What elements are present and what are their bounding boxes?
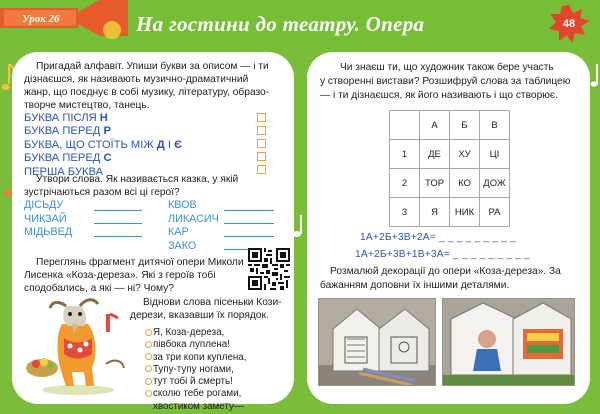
table-cell: ДОЖ <box>480 169 510 198</box>
scrambled-words-right <box>168 199 219 253</box>
task2-line-1: Утвори слова. Як називається казка, у якій <box>36 174 239 185</box>
right-intro-line-1: Чи знаєш ти, що художник також бере участь <box>340 62 554 73</box>
decoration-house-image <box>319 299 436 386</box>
order-bullet[interactable] <box>145 378 152 385</box>
letter-task-3: БУКВА, ЩО СТОЇТЬ МІЖ Д І Є <box>24 138 183 151</box>
scrambled-word: ЛИКАСИЧ <box>168 212 219 225</box>
letter-task-2: БУКВА ПЕРЕД Р <box>24 125 111 138</box>
song-line: півбока луплена! <box>153 339 230 351</box>
music-note-icon-3 <box>292 212 308 240</box>
answer-line[interactable] <box>94 210 142 211</box>
right-task-line-1: Розмалюй декорації до опери «Коза-дереза». За <box>330 266 561 277</box>
left-intro-line-3: жанр, що поєднує в собі музику, літературу, образо- <box>24 87 270 98</box>
scrambled-word: КАР <box>168 226 189 239</box>
table-row-number: 3 <box>390 198 420 227</box>
table-cell: ЦІ <box>480 140 510 169</box>
scenery-photo-1 <box>318 298 436 386</box>
answer-line[interactable] <box>224 236 274 237</box>
formula-1: 1А+2Б+3В+2А= _ _ _ _ _ _ _ _ _ <box>360 232 516 243</box>
task3-line-3: сподобались, а які — ні? Чому? <box>24 283 174 294</box>
table-column-header: А <box>420 111 450 140</box>
scrambled-word: ЧИКЗАЙ <box>24 212 67 225</box>
goat-illustration <box>22 294 130 398</box>
table-column-header: Б <box>450 111 480 140</box>
answer-line[interactable] <box>94 223 142 224</box>
right-intro-line-2: у створенні вистави? Розшифруй слова за таблицею <box>320 76 571 87</box>
answer-box-3[interactable] <box>257 139 266 148</box>
letter-task-list <box>24 112 182 179</box>
scenery-photo-2 <box>442 298 575 386</box>
qr-code-icon[interactable] <box>248 248 290 290</box>
cipher-table <box>389 110 510 227</box>
answer-line[interactable] <box>224 210 274 211</box>
trumpet-icon <box>0 0 130 50</box>
order-bullet[interactable] <box>145 365 152 372</box>
task3-line-2: Лисенка «Коза-дереза». Які з героїв тобі <box>24 270 216 281</box>
scrambled-words-left <box>24 199 72 240</box>
lesson-number: Урок 26 <box>22 13 60 25</box>
table-cell: Я <box>420 198 450 227</box>
table-row <box>390 169 510 198</box>
table-row <box>390 140 510 169</box>
answer-box-5[interactable] <box>257 165 266 174</box>
scrambled-word: МІДЬВЕД <box>24 226 73 239</box>
table-cell: РА <box>480 198 510 227</box>
task4-line-2: дерези, вказавши їх порядок. <box>130 310 269 321</box>
table-corner-cell <box>390 111 420 140</box>
table-cell: ДЕ <box>420 140 450 169</box>
scrambled-word: ДІСЬДУ <box>24 199 64 211</box>
letter-task-4: БУКВА ПЕРЕД С <box>24 152 112 165</box>
answer-line[interactable] <box>224 223 274 224</box>
table-cell: НИК <box>450 198 480 227</box>
song-lines <box>153 327 246 401</box>
scrambled-word: КВОВ <box>168 199 197 211</box>
decoration-room-image <box>443 299 575 386</box>
task2-line-2: зустрічаються разом всі ці герої? <box>24 187 180 198</box>
page-number: 48 <box>562 18 576 30</box>
answer-box-1[interactable] <box>257 113 266 122</box>
song-line: хвостиком замету— <box>153 401 244 412</box>
table-row <box>390 198 510 227</box>
table-row-number: 2 <box>390 169 420 198</box>
page-header <box>0 0 600 50</box>
order-bullet[interactable] <box>145 390 152 397</box>
song-line: за три копи куплена, <box>153 351 247 363</box>
right-task-line-2: бажанням доповни їх іншими деталями. <box>320 280 510 291</box>
order-bullet[interactable] <box>145 341 152 348</box>
task3-line-1: Переглянь фрагмент дитячої опери Миколи <box>36 257 244 268</box>
left-intro-line-4: творче мистецтво, танець. <box>24 100 150 111</box>
song-line: Тупу-тупу ногами, <box>153 363 234 375</box>
answer-box-4[interactable] <box>257 152 266 161</box>
table-column-header: В <box>480 111 510 140</box>
formula-2: 1А+2Б+3В+1В+3А= _ _ _ _ _ _ _ _ _ <box>355 249 531 260</box>
scrambled-word: ЗАКО <box>168 239 197 252</box>
song-line: Я, Коза-дереза, <box>153 327 225 338</box>
right-intro-line-3: — і ти дізнаєшся, як його називають і що створює. <box>320 90 558 101</box>
letter-task-5: ПЕРША БУКВА <box>24 165 104 178</box>
table-cell: ХУ <box>450 140 480 169</box>
left-intro-line-1: Пригадай алфавіт. Упиши букви за описом — і ти <box>36 61 269 72</box>
order-bullet[interactable] <box>145 353 152 360</box>
page-title: На гостини до театру. Опера <box>136 12 425 36</box>
letter-task-1: БУКВА ПІСЛЯ Н <box>24 112 108 124</box>
answer-box-2[interactable] <box>257 126 266 135</box>
song-line: сколю тебе рогами, <box>153 388 242 400</box>
song-line: тут тобі й смерть! <box>153 376 233 388</box>
order-bullet[interactable] <box>145 329 152 336</box>
task4-line-1: Віднови слова пісеньки Кози- <box>143 297 282 308</box>
music-note-icon-4 <box>590 60 600 90</box>
table-cell: КО <box>450 169 480 198</box>
left-intro-line-2: дізнаєшся, як називають музично-драматичний <box>24 74 249 85</box>
table-header-row <box>390 111 510 140</box>
table-row-number: 1 <box>390 140 420 169</box>
answer-line[interactable] <box>94 236 142 237</box>
table-cell: ТОР <box>420 169 450 198</box>
